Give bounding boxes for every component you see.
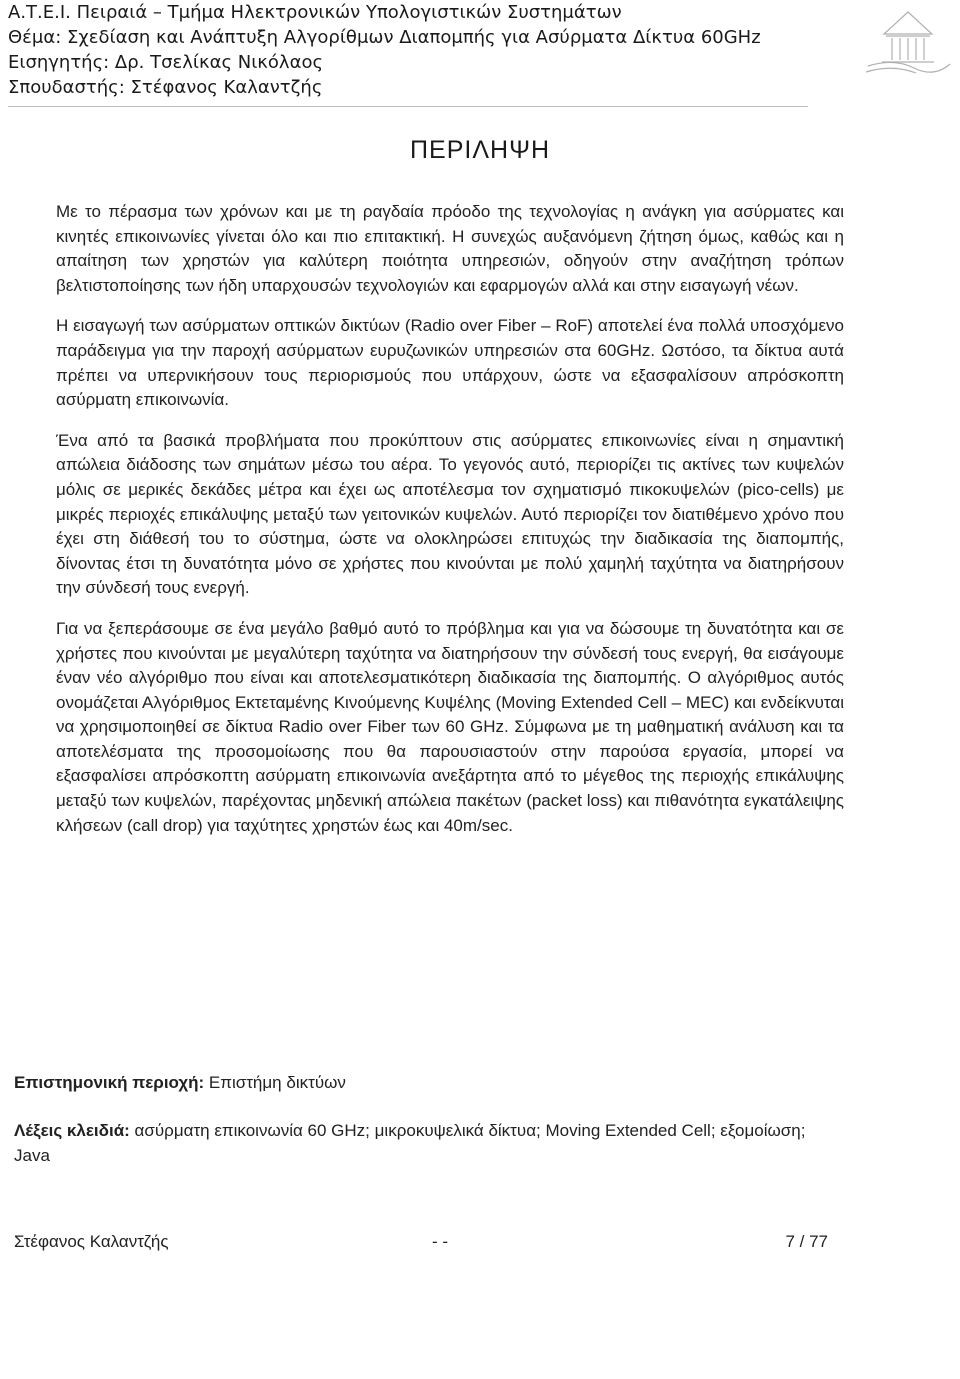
header-institution: Α.Τ.Ε.Ι. Πειραιά – Τμήμα Ηλεκτρονικών Υπολογιστικών Συστημάτων bbox=[8, 2, 622, 23]
scientific-field-label: Επιστημονική περιοχή: bbox=[14, 1073, 205, 1092]
header-topic: Θέμα: Σχεδίαση και Ανάπτυξη Αλγορίθμων Διαπομπής για Ασύρματα Δίκτυα 60GHz bbox=[8, 27, 761, 48]
document-header bbox=[8, 0, 948, 100]
scientific-field bbox=[14, 1070, 844, 1095]
header-student: Σπουδαστής: Στέφανος Καλαντζής bbox=[8, 77, 323, 98]
paragraph: Ένα από τα βασικά προβλήματα που προκύπτουν στις ασύρματες επικοινωνίες είναι η σημαντική απώλεια διάδοσης των σημάτων μέσω του αέρα. Το γεγονός αυτό, περιορίζει τις ακτίνες των κυψελών μόλις σε μερικές δεκάδες μέτρα και έχει ως αποτέλεσμα τον σχηματισμό πικοκυψελών (pico-cells) με μικρές περιοχές επικάλυψης μεταξύ των γειτονικών κυψελών. Αυτό περιορίζει τον διατιθέμενο χρόνο που έχει στη διάθεσή του το σύστημα, ώστε να ολοκληρώσει επιτυχώς την διαδικασία της διαπομπής, δίνοντας έτσι τη δυνατότητα μόνο σε χρήστες που κινούνται με πολύ χαμηλή ταχύτητα να διατηρήσουν την σύνδεσή τους ενεργή. bbox=[56, 430, 844, 598]
header-divider bbox=[8, 106, 808, 107]
footer-separator: - - bbox=[432, 1232, 449, 1251]
paragraph: Η εισαγωγή των ασύρματων οπτικών δικτύων (Radio over Fiber – RoF) αποτελεί ένα πολλά υποσχόμενο παράδειγμα για την παροχή ασύρματων ευρυζωνικών υπηρεσιών στα 60GHz. Ωστόσο, τα δίκτυα αυτά πρέπει να υπερνικήσουν τους περιορισμούς που υπάρχουν, ώστε να εξασφαλίσουν απρόσκοπτη ασύρματη επικοινωνία. bbox=[56, 316, 844, 410]
paragraph: Με το πέρασμα των χρόνων και με τη ραγδαία πρόοδο της τεχνολογίας η ανάγκη για ασύρματες και κινητές επικοινωνίες γίνεται όλο και πιο επιτακτική. Η συνεχώς αυξανόμενη ζήτηση όμως, καθώς και η απαίτηση των χρηστών για καλύτερη ποιότητα υπηρεσιών, οδηγούν στην αναζήτηση τρόπων βελτιστοποίησης των ήδη υπαρχουσών τεχνολογιών και εφαρμογών αλλά και στην εισαγωγή νέων. bbox=[56, 202, 844, 295]
page-footer bbox=[14, 1232, 844, 1258]
keywords bbox=[14, 1118, 844, 1168]
abstract-body bbox=[56, 200, 844, 854]
header-supervisor: Εισηγητής: Δρ. Τσελίκας Νικόλαος bbox=[8, 52, 324, 73]
keywords-value: ασύρματη επικοινωνία 60 GHz; μικροκυψελικά δίκτυα; Moving Extended Cell; εξομοίωση; Java bbox=[14, 1121, 806, 1165]
page-number: 7 / 77 bbox=[785, 1232, 828, 1251]
paragraph: Για να ξεπεράσουμε σε ένα μεγάλο βαθμό αυτό το πρόβλημα και για να δώσουμε τη δυνατότητα και σε χρήστες που κινούνται με μεγαλύτερη ταχύτητα να διατηρήσουν την σύνδεσή τους ενεργή, θα εισάγουμε έναν νέο αλγόριθμο που είναι και αποτελεσματικότερη διαδικασία της διαπομπής. Ο αλγόριθμος αυτός ονομάζεται Αλγόριθμος Εκτεταμένης Κινούμενης Κυψέλης (Moving Extended Cell – MEC) και ενδείκνυται να χρησιμοποιηθεί σε δίκτυα Radio over Fiber των 60 GHz. Σύμφωνα με τη μαθηματική ανάλυση και τα αποτελέσματα της προσομοίωσης που θα παρουσιαστούν στην παρούσα εργασία, μπορεί να εξασφαλίσει απρόσκοπτη ασύρματη επικοινωνία ανεξάρτητα από το μέγεθος της περιοχής επικάλυψης μεταξύ των κυψελών, παρέχοντας μηδενική απώλεια πακέτων (packet loss) και πιθανότητα εγκατάλειψης κλήσεων (call drop) για ταχύτητες χρηστών έως και 40m/sec. bbox=[56, 618, 844, 835]
university-building-logo-icon bbox=[864, 4, 952, 74]
keywords-label: Λέξεις κλειδιά: bbox=[14, 1121, 130, 1140]
scientific-field-value: Επιστήμη δικτύων bbox=[204, 1073, 346, 1092]
footer-author: Στέφανος Καλαντζής bbox=[14, 1232, 169, 1251]
page-title: ΠΕΡΙΛΗΨΗ bbox=[409, 136, 551, 164]
